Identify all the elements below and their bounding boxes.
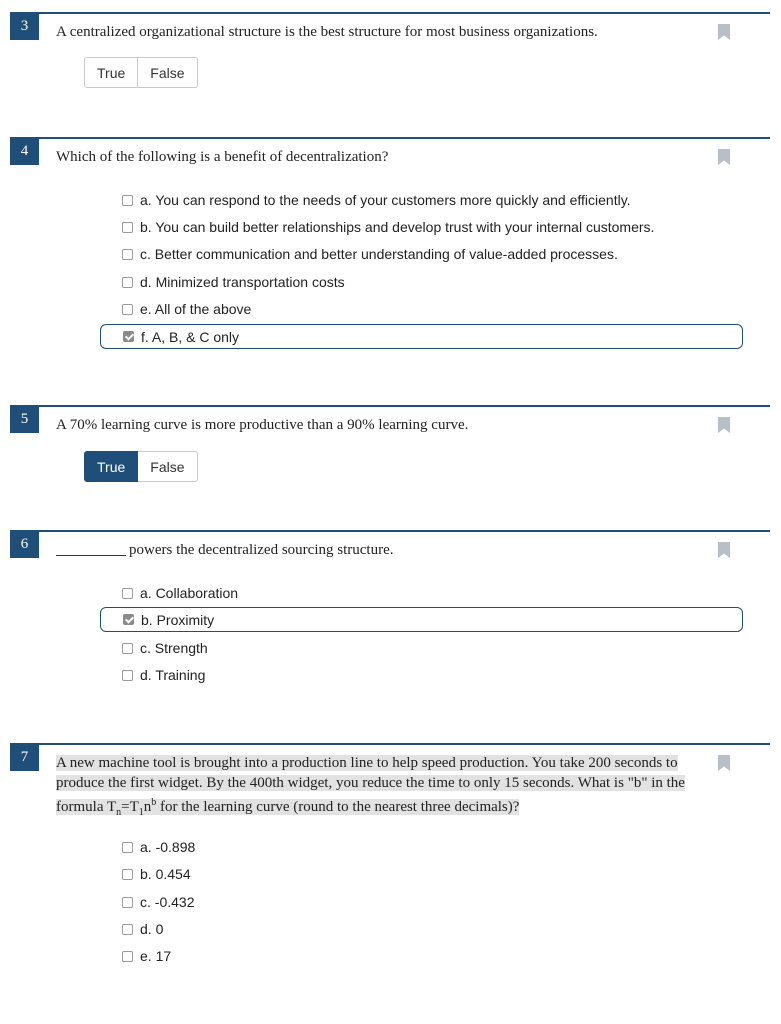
bookmark-icon[interactable] [718, 149, 730, 165]
checkbox-icon[interactable] [122, 869, 133, 880]
question-number: 3 [10, 12, 39, 40]
option-label: a. You can respond to the needs of your customers more quickly and efficiently. [140, 192, 631, 208]
checkbox-icon[interactable] [122, 897, 133, 908]
option-label: b. You can build better relationships and develop trust with your internal customers. [140, 219, 655, 235]
true-button-selected[interactable]: True [84, 451, 138, 482]
checkbox-icon[interactable] [122, 924, 133, 935]
bookmark-icon[interactable] [718, 542, 730, 558]
true-false-group [84, 57, 198, 88]
text-part: for the learning curve (round to the nearest three decimals)? [156, 799, 520, 815]
checkbox-icon[interactable] [122, 222, 133, 233]
text-part: =T [121, 799, 139, 815]
question-7 [0, 743, 760, 983]
checkbox-checked-icon[interactable] [123, 614, 134, 625]
true-button[interactable]: True [84, 57, 138, 88]
question-5 [0, 405, 760, 495]
question-divider [10, 743, 770, 745]
fill-in-blank [56, 555, 126, 556]
question-text: A 70% learning curve is more productive than a 90% learning curve. [56, 417, 469, 433]
bookmark-icon[interactable] [718, 24, 730, 40]
question-number: 4 [10, 137, 39, 165]
checkbox-icon[interactable] [122, 249, 133, 260]
question-number: 6 [10, 530, 39, 558]
option-label: f. A, B, & C only [141, 328, 240, 345]
option-label: d. Training [140, 667, 206, 683]
checkbox-checked-icon[interactable] [123, 331, 134, 342]
question-text [56, 753, 711, 823]
option-label: e. All of the above [140, 301, 252, 317]
bookmark-icon[interactable] [718, 755, 730, 771]
option-label: a. -0.898 [140, 839, 196, 855]
checkbox-icon[interactable] [122, 670, 133, 681]
option-label: d. 0 [140, 921, 164, 937]
checkbox-icon[interactable] [122, 304, 133, 315]
subscript: 1 [138, 807, 144, 818]
question-4 [0, 137, 760, 357]
question-text-body: powers the decentralized sourcing structure. [129, 542, 394, 558]
option-e[interactable] [122, 944, 171, 968]
option-label: c. -0.432 [140, 894, 195, 910]
text-part: n [143, 799, 152, 815]
question-divider [10, 530, 770, 532]
checkbox-icon[interactable] [122, 277, 133, 288]
question-text: A centralized organizational structure is the best structure for most business organizations. [56, 24, 598, 40]
true-false-group [84, 451, 198, 482]
question-3 [0, 12, 760, 102]
option-c[interactable] [122, 242, 618, 266]
option-label: e. 17 [140, 948, 172, 964]
option-d[interactable] [122, 917, 163, 941]
option-b[interactable] [122, 862, 191, 886]
question-text-body [56, 755, 685, 818]
option-label: b. Proximity [141, 611, 215, 628]
text-part: A new machine tool is brought into a production line to help speed production. You take 200 seconds to produce the first widget. By the 400th widget, you reduce the time to only 15 seconds. What is "b" in the formula T [56, 755, 685, 815]
option-c[interactable] [122, 890, 194, 914]
checkbox-icon[interactable] [122, 643, 133, 654]
superscript: b [151, 797, 157, 808]
checkbox-icon[interactable] [122, 195, 133, 206]
option-label: c. Better communication and better understanding of value-added processes. [140, 246, 618, 262]
option-c[interactable] [122, 636, 208, 660]
question-divider [10, 12, 770, 14]
question-text: Which of the following is a benefit of decentralization? [56, 149, 389, 165]
option-a[interactable] [122, 835, 195, 859]
subscript: n [116, 807, 122, 818]
bookmark-icon[interactable] [718, 417, 730, 433]
question-text [56, 540, 711, 560]
checkbox-icon[interactable] [122, 842, 133, 853]
option-d[interactable] [122, 270, 345, 294]
option-b[interactable] [122, 215, 654, 239]
question-divider [10, 137, 770, 139]
option-label: a. Collaboration [140, 585, 239, 601]
checkbox-icon[interactable] [122, 951, 133, 962]
option-label: c. Strength [140, 640, 208, 656]
question-number: 7 [10, 743, 39, 771]
question-number: 5 [10, 405, 39, 433]
option-a[interactable] [122, 188, 631, 212]
option-d[interactable] [122, 663, 205, 687]
option-f-selected[interactable] [100, 324, 743, 349]
checkbox-icon[interactable] [122, 588, 133, 599]
option-label: b. 0.454 [140, 866, 191, 882]
option-a[interactable] [122, 581, 238, 605]
false-button[interactable]: False [138, 451, 197, 482]
question-divider [10, 405, 770, 407]
option-label: d. Minimized transportation costs [140, 274, 345, 290]
false-button[interactable]: False [138, 57, 197, 88]
option-b-selected[interactable] [100, 607, 743, 632]
option-e[interactable] [122, 297, 251, 321]
question-6 [0, 530, 760, 690]
